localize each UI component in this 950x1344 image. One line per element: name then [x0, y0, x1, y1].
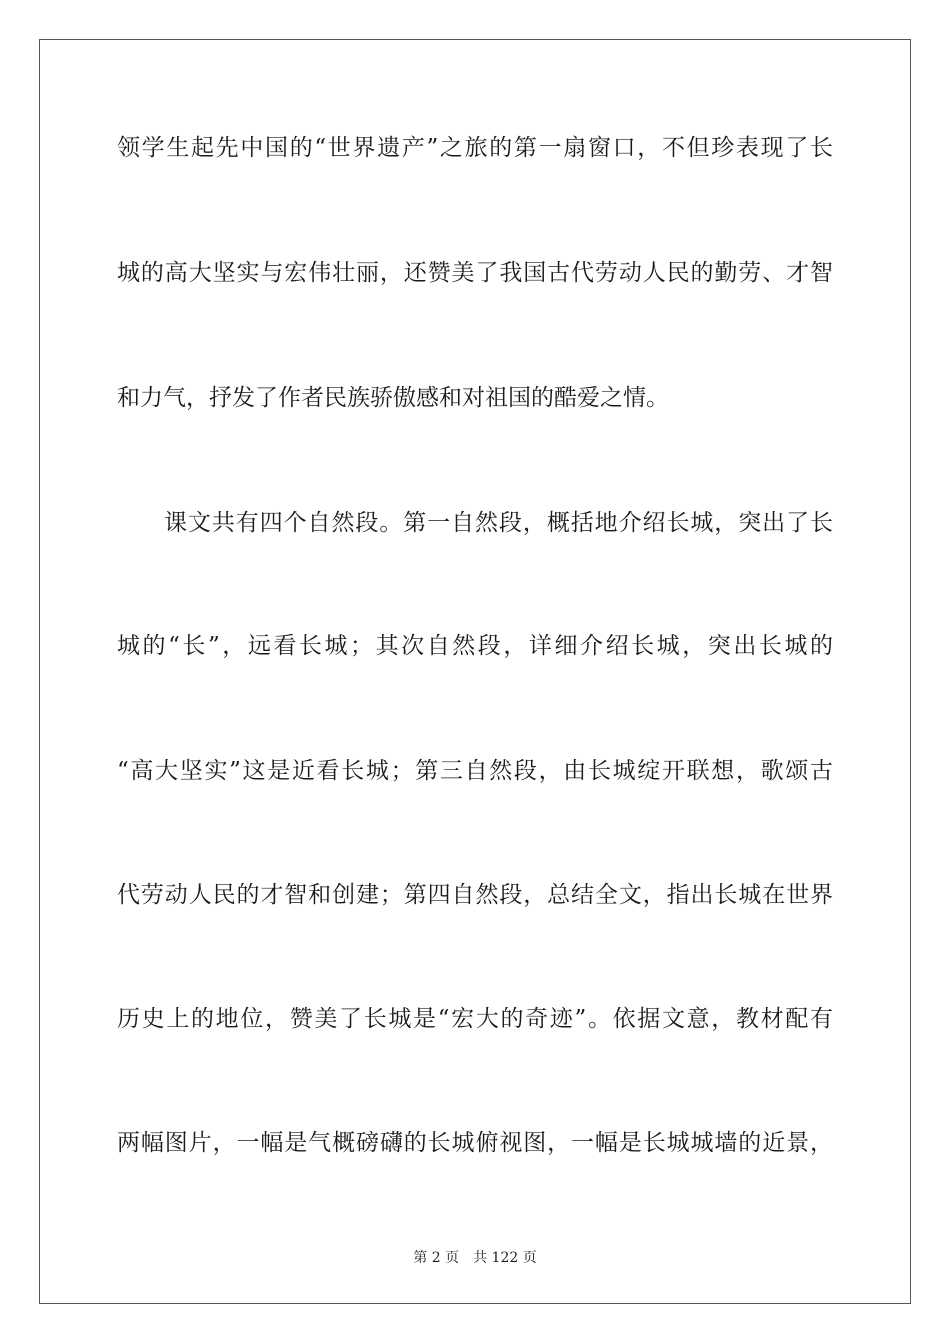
text-line: “高大坚实”这是近看长城；第三自然段，由长城绽开联想，歌颂古: [117, 758, 833, 784]
text-line: 两幅图片，一幅是气概磅礴的长城俯视图，一幅是长城城墙的近景，: [117, 1130, 833, 1156]
text-line: 城的“长”，远看长城；其次自然段，详细介绍长城，突出长城的: [117, 633, 833, 659]
text-line: 领学生起先中国的“世界遗产”之旅的第一扇窗口，不但珍表现了长: [117, 135, 833, 161]
text-line: 城的高大坚实与宏伟壮丽，还赞美了我国古代劳动人民的勤劳、才智: [117, 260, 833, 286]
paragraph-first-line: 课文共有四个自然段。第一自然段，概括地介绍长城，突出了长: [164, 510, 833, 536]
text-line: 代劳动人民的才智和创建；第四自然段，总结全文，指出长城在世界: [117, 882, 833, 908]
page-number-footer: 第 2 页 共 122 页: [413, 1250, 537, 1266]
text-line: 和力气，抒发了作者民族骄傲感和对祖国的酷爱之情。: [117, 385, 669, 411]
text-line: 历史上的地位，赞美了长城是“宏大的奇迹”。依据文意，教材配有: [117, 1006, 833, 1032]
